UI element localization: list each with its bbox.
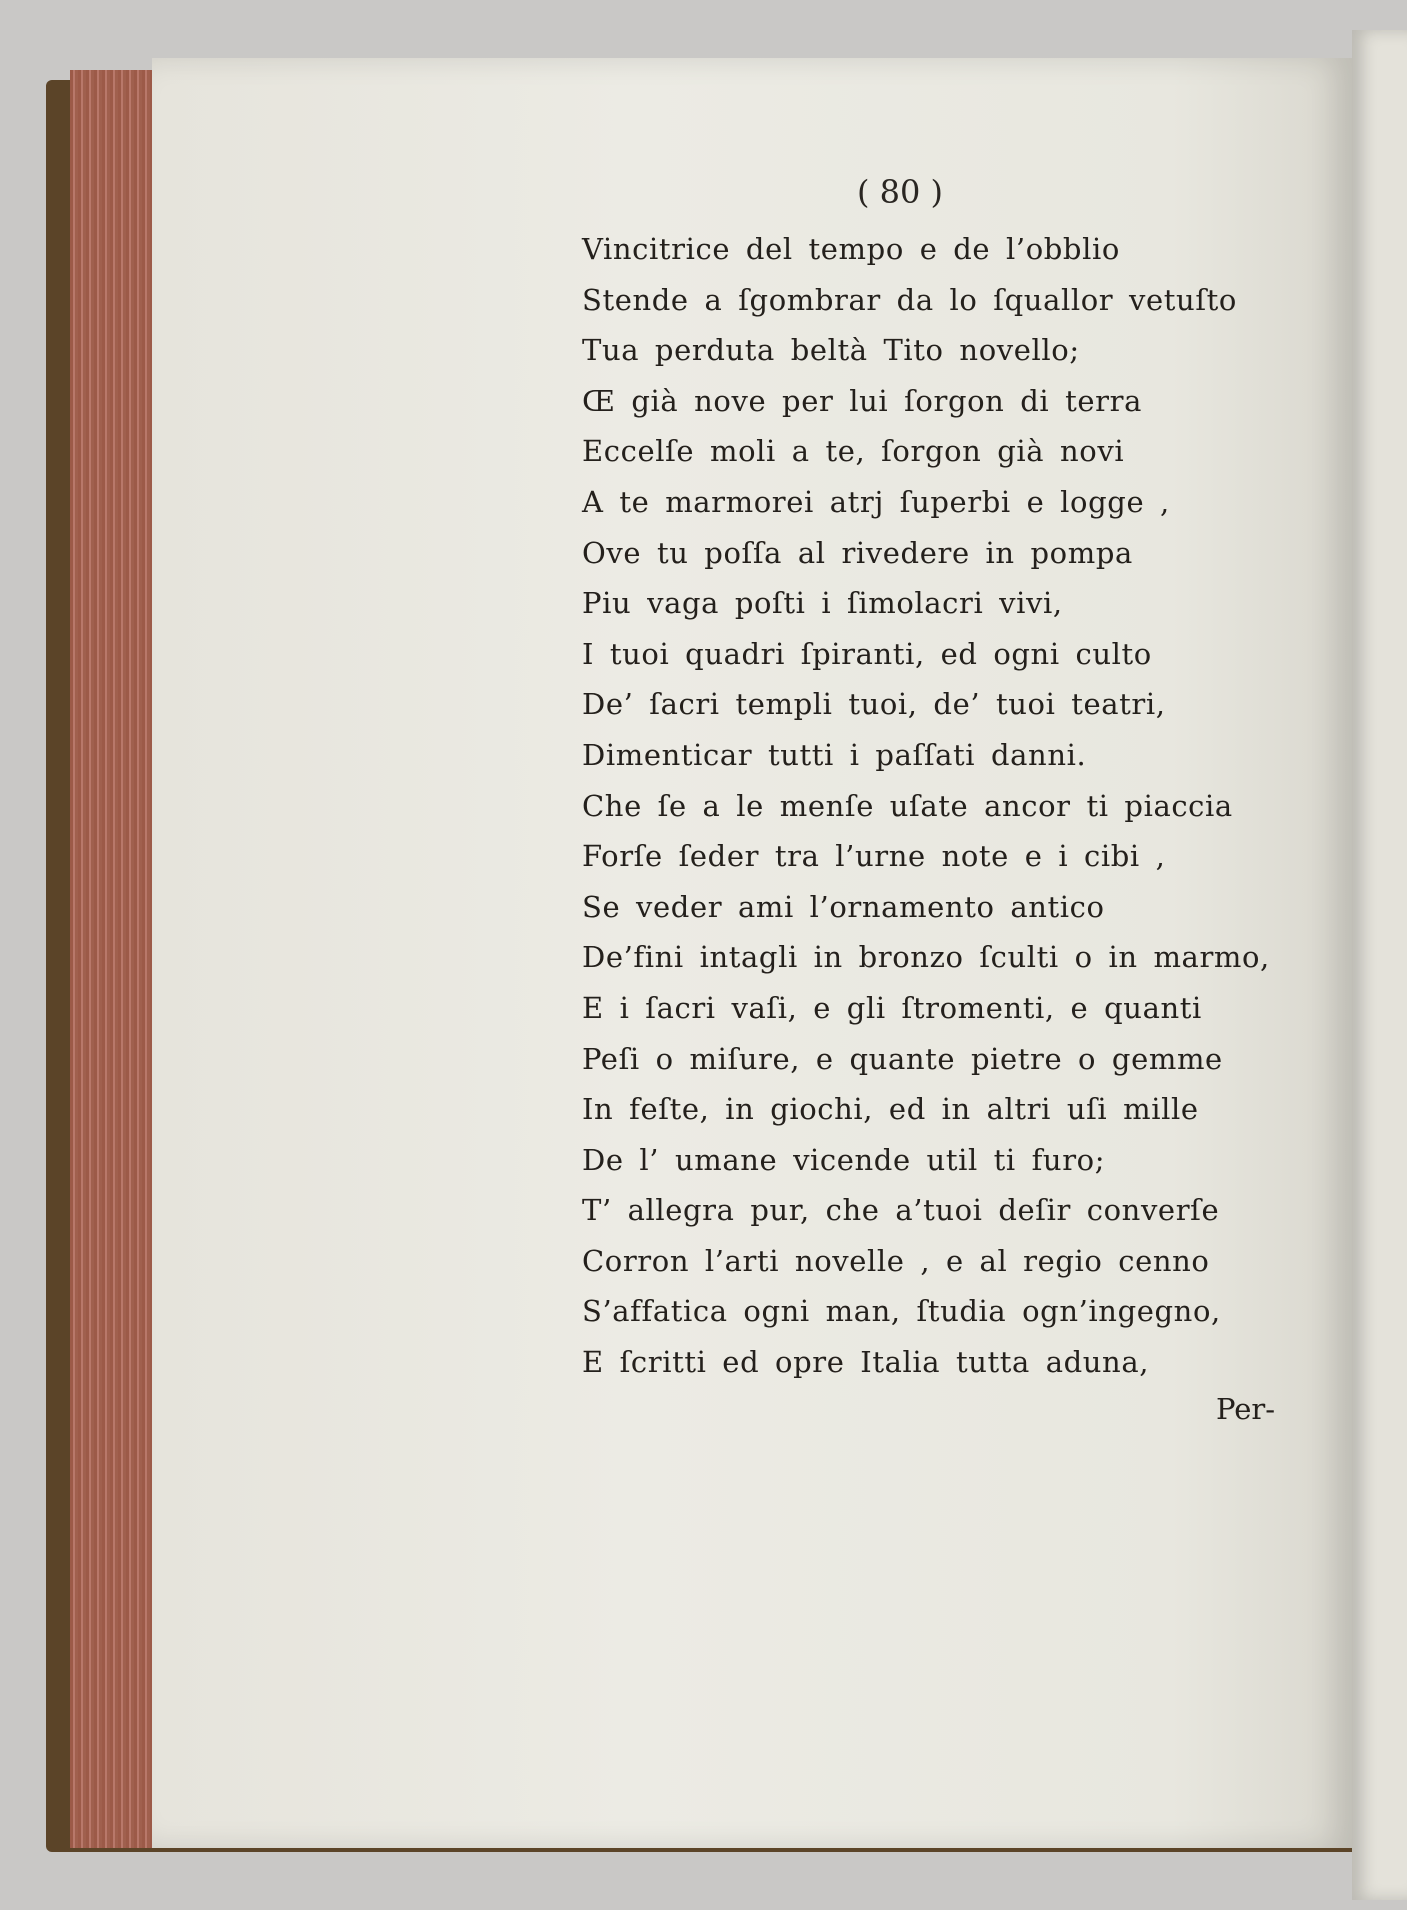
verse-line: De l’ umane vicende util ti furo; [582, 1142, 1106, 1177]
verse-line: Forſe ſeder tra l’urne note e i cibi , [582, 839, 1166, 874]
verse-line: A te marmorei atrj ſuperbi e logge , [582, 484, 1170, 519]
verse-line: In feſte, in giochi, ed in altri uſi mille [582, 1092, 1199, 1127]
verse-line: Se veder ami l’ornamento antico [582, 889, 1105, 924]
verse-line: De’ ſacri templi tuoi, de’ tuoi teatri, [582, 687, 1166, 722]
verse-line: Piu vaga poſti i ſimolacri vivi, [582, 586, 1063, 621]
verse-line: Eccelſe moli a te, ſorgon già novi [582, 434, 1125, 469]
verse-line: Stende a ſgombrar da lo ſquallor vetuſto [582, 282, 1237, 317]
verse-line: E ſcritti ed opre Italia tutta aduna, [582, 1345, 1150, 1380]
verse-line: S’affatica ogni man, ſtudia ogn’ingegno, [582, 1294, 1221, 1329]
catchword: Per- [1216, 1392, 1276, 1426]
page-edges [70, 70, 154, 1848]
verse-line: De’fini intagli in bronzo ſculti o in marmo, [582, 940, 1270, 975]
verse-line: Ove tu poſſa al rivedere in pompa [582, 535, 1133, 570]
verse-line: E i ſacri vaſi, e gli ſtromenti, e quanti [582, 990, 1202, 1025]
verse-line: Dimenticar tutti i paſſati danni. [582, 737, 1087, 772]
verse-line: Œ già nove per lui ſorgon di terra [582, 383, 1142, 418]
verse-line: I tuoi quadri ſpiranti, ed ogni culto [582, 636, 1152, 671]
verse-line: Che ſe a le menſe uſate ancor ti piaccia [582, 788, 1233, 823]
page-number: ( 80 ) [856, 173, 944, 211]
facing-page-edge [1352, 30, 1407, 1900]
verse-line: Peſi o miſure, e quante pietre o gemme [582, 1041, 1223, 1076]
verse-line: T’ allegra pur, che a’tuoi deſir converſe [582, 1193, 1220, 1228]
poem-text [582, 224, 1270, 1388]
verse-line: Vincitrice del tempo e de l’obblio [582, 232, 1120, 266]
verse-line: Tua perduta beltà Tito novello; [582, 333, 1080, 368]
verse-line: Corron l’arti novelle , e al regio cenno [582, 1243, 1210, 1278]
